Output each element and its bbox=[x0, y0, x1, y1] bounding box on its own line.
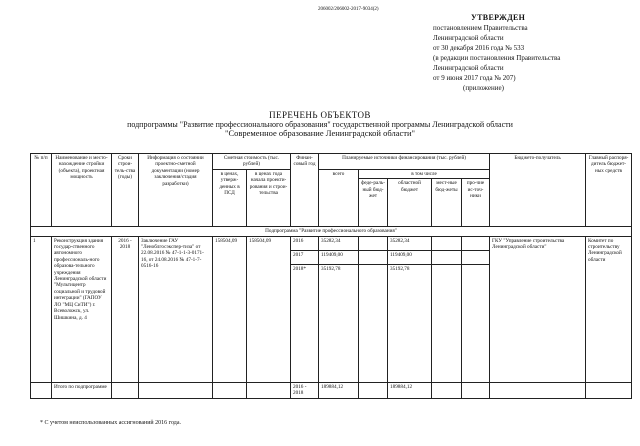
header-manager: Главный распоря-дитель бюджет-ных средств bbox=[586, 154, 632, 227]
approval-line: Ленинградской области bbox=[433, 34, 504, 42]
local-cell bbox=[432, 250, 462, 264]
totals-empty bbox=[139, 382, 213, 398]
federal-cell bbox=[359, 264, 388, 382]
year-cell: 2018* bbox=[291, 264, 319, 382]
header-name: Наименование и место-нахождение стройки (объекта), проектная мощность bbox=[52, 154, 112, 227]
totals-years: 2016 - 2018 bbox=[291, 382, 319, 398]
header-recipient: Бюджето-получатель bbox=[490, 154, 586, 227]
approval-line: постановлением Правительства bbox=[433, 24, 528, 32]
object-manager: Комитет по строительству Ленинградской области bbox=[586, 236, 632, 382]
object-info: Заключение ГАУ "Леноблгосэкспер-тиза" от 22.08.2016 № 47-1-1-3-0171-16, от 24.08.2016 № 47-1-7-0516-16 bbox=[139, 236, 213, 382]
totals-label: Итого по подпрограмме bbox=[52, 382, 112, 398]
other-cell bbox=[462, 264, 490, 382]
subprogram-row: Подпрограмма "Развитие профессионального образования" bbox=[31, 227, 632, 236]
local-cell bbox=[432, 236, 462, 250]
total-cell: 119409,00 bbox=[319, 250, 359, 264]
header-info: Информация о состоянии проектно-сметной документации (номер заключения/стадия разработки) bbox=[139, 154, 213, 227]
approval-line: (в редакции постановления Правительства bbox=[433, 54, 561, 62]
approval-line: Ленинградской области bbox=[433, 64, 504, 72]
year-cell: 2016 bbox=[291, 236, 319, 250]
federal-cell bbox=[359, 236, 388, 250]
totals-num bbox=[31, 382, 52, 398]
header-sources: Планируемые источники финансирования (тыс. рублей) bbox=[319, 154, 490, 170]
local-cell bbox=[432, 264, 462, 382]
totals-regional: 189884,12 bbox=[388, 382, 432, 398]
title-line: подпрограммы "Развитие профессионального образования" государственной программы Ленинградской области bbox=[127, 120, 513, 129]
object-terms: 2016 - 2018 bbox=[112, 236, 139, 382]
header-total: всего bbox=[319, 169, 359, 226]
totals-empty bbox=[112, 382, 139, 398]
header-local: мест-ные бюд-жеты bbox=[432, 179, 462, 227]
totals-empty bbox=[586, 382, 632, 398]
object-num: 1 bbox=[31, 236, 52, 382]
header-federal: феде-раль-ный бюд-жет bbox=[359, 179, 388, 227]
total-cell: 35192,78 bbox=[319, 264, 359, 382]
regional-cell: 35282,34 bbox=[388, 236, 432, 250]
footnote: * С учетом неиспользованных ассигнований 2016 года. bbox=[40, 420, 181, 426]
header-regional: областной бюджет bbox=[388, 179, 432, 227]
header-est-start: в ценах года начала проекти-рования и строи-тельства bbox=[247, 169, 291, 226]
object-name: Реконструкция здания государ-ственного автономного профессиональ-ного образова-тельного учреждения Ленинградской области "Мультицентр социальной и трудовой интеграции" (ГАПОУ ЛО "МЦ СиТИ") г. Всеволожск, ул. Шишкина, д. 4 bbox=[52, 236, 112, 382]
title-line: ПЕРЕЧЕНЬ ОБЪЕКТОВ bbox=[269, 110, 371, 120]
object-recipient: ГКУ "Управление строительства Ленинградской области" bbox=[490, 236, 586, 382]
approval-heading: УТВЕРЖДЕН bbox=[471, 13, 526, 22]
totals-empty bbox=[462, 382, 490, 398]
object-est-current: 158504,09 bbox=[213, 236, 247, 382]
total-cell: 35282,34 bbox=[319, 236, 359, 250]
header-est-current: в ценах, утверж-денных в ПСД bbox=[213, 169, 247, 226]
approval-line: от 9 июня 2017 года № 207) bbox=[433, 74, 516, 82]
header-fin-year: Финан-совый год bbox=[291, 154, 319, 227]
header-terms: Сроки строи-тель-ства (годы) bbox=[112, 154, 139, 227]
title-line: "Современное образование Ленинградской области" bbox=[225, 128, 415, 138]
document-code: 206002/206002-2017-9034(2) bbox=[318, 7, 379, 12]
object-est-start: 158504,09 bbox=[247, 236, 291, 382]
totals-total: 189884,12 bbox=[319, 382, 359, 398]
approval-line: (приложение) bbox=[463, 84, 504, 92]
totals-empty bbox=[247, 382, 291, 398]
approval-block bbox=[433, 13, 560, 93]
totals-empty bbox=[490, 382, 586, 398]
header-incl: в том числе bbox=[359, 169, 490, 178]
objects-table bbox=[30, 153, 632, 399]
federal-cell bbox=[359, 250, 388, 264]
other-cell bbox=[462, 236, 490, 250]
regional-cell: 35192,78 bbox=[388, 264, 432, 382]
document-title bbox=[0, 111, 640, 138]
approval-line: от 30 декабря 2016 года № 533 bbox=[433, 44, 525, 52]
header-other: про-чие ис-точ-ники bbox=[462, 179, 490, 227]
totals-empty bbox=[432, 382, 462, 398]
header-estimate: Сметная стоимость (тыс. рублей) bbox=[213, 154, 291, 170]
year-cell: 2017 bbox=[291, 250, 319, 264]
regional-cell: 119409,00 bbox=[388, 250, 432, 264]
totals-empty bbox=[213, 382, 247, 398]
header-num: № п/п bbox=[31, 154, 52, 227]
other-cell bbox=[462, 250, 490, 264]
totals-empty bbox=[359, 382, 388, 398]
